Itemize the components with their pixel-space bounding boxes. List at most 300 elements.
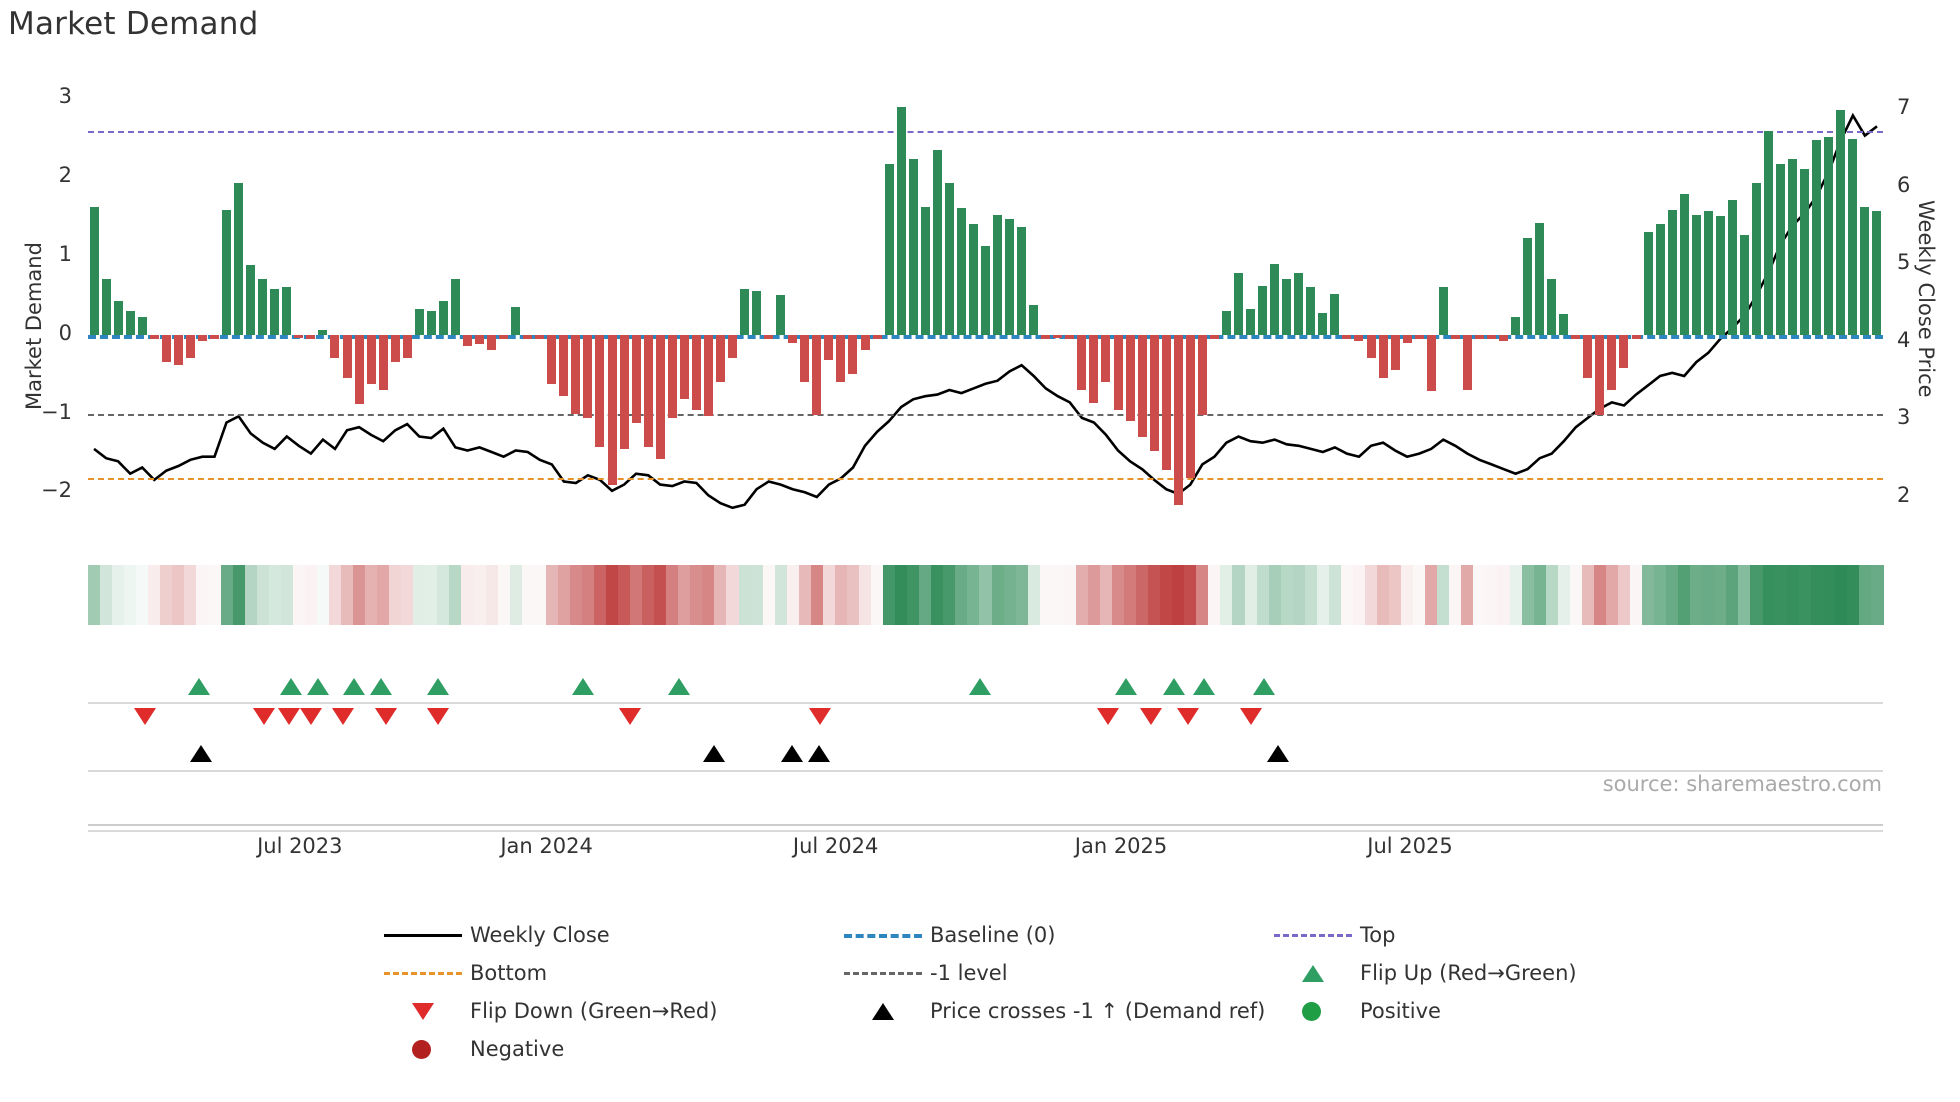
heat-cell <box>208 565 221 625</box>
heat-cell <box>1329 565 1342 625</box>
demand-bar <box>1728 200 1737 334</box>
flip-down-marker <box>809 708 831 725</box>
heat-cell <box>630 565 643 625</box>
demand-bar <box>848 335 857 374</box>
demand-bar <box>993 215 1002 335</box>
heat-cell <box>148 565 161 625</box>
heat-cell <box>1630 565 1643 625</box>
demand-bar <box>355 335 364 404</box>
legend-item[interactable] <box>1270 920 1395 950</box>
heat-cell <box>353 565 366 625</box>
flip-up-marker <box>307 678 329 695</box>
heat-cell <box>907 565 920 625</box>
demand-bar <box>1367 335 1376 359</box>
heat-cell <box>510 565 523 625</box>
demand-bar <box>1234 273 1243 335</box>
heat-cell <box>1811 565 1824 625</box>
demand-bar <box>1162 335 1171 471</box>
demand-bar <box>1246 309 1255 334</box>
demand-bar <box>1186 335 1195 479</box>
heat-cell <box>1317 565 1330 625</box>
reference-line-bottom <box>88 478 1883 480</box>
heat-cell <box>1124 565 1137 625</box>
heat-cell <box>992 565 1005 625</box>
demand-bar <box>499 335 508 339</box>
heat-cell <box>1377 565 1390 625</box>
flip-up-marker <box>370 678 392 695</box>
heat-cell <box>1389 565 1402 625</box>
flip-down-marker <box>332 708 354 725</box>
demand-bar <box>716 335 725 382</box>
legend-glyph-dotted-line <box>380 958 466 988</box>
heat-cell <box>883 565 896 625</box>
heat-cell <box>1064 565 1077 625</box>
demand-bar <box>704 335 713 416</box>
heat-cell <box>943 565 956 625</box>
legend-triangle-down-icon <box>412 1003 434 1020</box>
heat-cell <box>413 565 426 625</box>
demand-bar <box>1258 286 1267 335</box>
demand-bar <box>1451 335 1460 340</box>
heat-cell <box>1666 565 1679 625</box>
legend-item[interactable] <box>840 958 1008 988</box>
legend-item[interactable] <box>380 1034 564 1064</box>
demand-bar <box>873 335 882 339</box>
heat-cell <box>341 565 354 625</box>
heat-cell <box>293 565 306 625</box>
heat-cell <box>1570 565 1583 625</box>
heat-cell <box>233 565 246 625</box>
legend-label: -1 level <box>930 961 1008 985</box>
legend-dotted-line-icon <box>844 972 922 975</box>
demand-bar <box>800 335 809 382</box>
reference-line-top <box>88 131 1883 133</box>
demand-bar <box>246 265 255 334</box>
heat-cell <box>317 565 330 625</box>
y-tick-right: 4 <box>1897 327 1911 352</box>
heat-cell <box>1606 565 1619 625</box>
demand-bar <box>1632 335 1641 340</box>
heat-cell <box>112 565 125 625</box>
heat-cell <box>979 565 992 625</box>
legend-item[interactable] <box>380 920 610 950</box>
y-tick-right: 6 <box>1897 172 1911 197</box>
demand-bar <box>475 335 484 344</box>
heat-cell <box>1208 565 1221 625</box>
heat-cell <box>931 565 944 625</box>
heat-cell <box>1281 565 1294 625</box>
flip-up-marker <box>1163 678 1185 695</box>
y-tick-left: 2 <box>58 162 72 187</box>
x-tick-label: Jul 2023 <box>257 834 343 858</box>
demand-bar <box>1126 335 1135 422</box>
heat-cell <box>1112 565 1125 625</box>
heat-cell <box>1497 565 1510 625</box>
flip-down-marker <box>1240 708 1262 725</box>
marker-row-line <box>88 830 1883 832</box>
legend-dot-icon <box>412 1040 431 1059</box>
demand-bar <box>511 307 520 335</box>
heat-cell <box>1220 565 1233 625</box>
heat-cell <box>739 565 752 625</box>
demand-bar <box>740 289 749 335</box>
heat-cell <box>221 565 234 625</box>
demand-bar <box>1692 215 1701 335</box>
demand-bar <box>728 335 737 359</box>
y-tick-right: 5 <box>1897 250 1911 275</box>
heat-cell <box>1871 565 1884 625</box>
demand-bar <box>150 335 159 339</box>
heat-cell <box>1437 565 1450 625</box>
heat-cell <box>1172 565 1185 625</box>
demand-bar <box>559 335 568 397</box>
demand-bar <box>620 335 629 449</box>
demand-bar <box>547 335 556 384</box>
demand-bar <box>1041 335 1050 339</box>
demand-bar <box>595 335 604 447</box>
demand-bar <box>644 335 653 447</box>
flip-down-marker <box>427 708 449 725</box>
heat-cell <box>449 565 462 625</box>
legend-item[interactable] <box>840 996 1265 1026</box>
heat-cell <box>1184 565 1197 625</box>
x-axis-line <box>88 824 1883 826</box>
heat-cell <box>1341 565 1354 625</box>
demand-bar <box>1499 335 1508 341</box>
heat-cell <box>558 565 571 625</box>
flip-down-marker <box>619 708 641 725</box>
demand-bar <box>1114 335 1123 410</box>
demand-bar <box>632 335 641 423</box>
demand-bar <box>1306 287 1315 334</box>
demand-bar <box>535 335 544 339</box>
legend-item[interactable] <box>380 958 547 988</box>
flip-down-marker <box>253 708 275 725</box>
demand-bar <box>1583 335 1592 378</box>
demand-bar <box>1800 169 1809 335</box>
heat-cell <box>88 565 101 625</box>
demand-bar <box>126 311 135 335</box>
legend-label: Baseline (0) <box>930 923 1056 947</box>
demand-bar <box>1379 335 1388 378</box>
flip-down-marker <box>300 708 322 725</box>
heat-cell <box>184 565 197 625</box>
legend-item[interactable] <box>380 996 717 1026</box>
demand-bar <box>1716 216 1725 334</box>
demand-bar <box>969 224 978 335</box>
legend-glyph-triangle-up <box>1270 958 1356 988</box>
demand-bar <box>1523 238 1532 334</box>
demand-bar <box>824 335 833 360</box>
heat-cell <box>1040 565 1053 625</box>
demand-bar <box>812 335 821 416</box>
heat-cell <box>1763 565 1776 625</box>
heat-cell <box>1510 565 1523 625</box>
heat-cell <box>666 565 679 625</box>
heat-cell <box>775 565 788 625</box>
demand-bar <box>1619 335 1628 368</box>
heat-cell <box>618 565 631 625</box>
flip-up-marker <box>969 678 991 695</box>
demand-bar <box>391 335 400 363</box>
heat-cell <box>1485 565 1498 625</box>
heat-cell <box>534 565 547 625</box>
legend-glyph-dotted-line <box>1270 920 1356 950</box>
legend-dot-icon <box>1302 1002 1321 1021</box>
demand-bar <box>174 335 183 365</box>
heat-cell <box>196 565 209 625</box>
demand-bar <box>608 335 617 485</box>
flip-down-marker <box>375 708 397 725</box>
demand-bar <box>1150 335 1159 452</box>
heat-cell <box>1461 565 1474 625</box>
legend-dashed-line-icon <box>844 934 922 938</box>
heat-cell <box>726 565 739 625</box>
price-cross-marker <box>808 745 830 762</box>
heat-cell <box>1750 565 1763 625</box>
flip-up-marker <box>188 678 210 695</box>
flip-down-marker <box>1140 708 1162 725</box>
demand-bar <box>680 335 689 400</box>
heat-cell <box>1558 565 1571 625</box>
heat-cell <box>1618 565 1631 625</box>
heat-cell <box>160 565 173 625</box>
heat-cell <box>787 565 800 625</box>
demand-heat-strip <box>88 565 1883 625</box>
heat-cell <box>389 565 402 625</box>
demand-bar <box>1403 335 1412 343</box>
demand-bar <box>656 335 665 460</box>
heat-cell <box>1642 565 1655 625</box>
legend-label: Price crosses -1 ↑ (Demand ref) <box>930 999 1266 1023</box>
heat-cell <box>859 565 872 625</box>
demand-bar <box>1089 335 1098 403</box>
demand-bar <box>114 301 123 335</box>
x-tick-label: Jan 2025 <box>1074 834 1168 858</box>
heat-cell <box>1196 565 1209 625</box>
demand-bar <box>764 335 773 339</box>
heat-cell <box>799 565 812 625</box>
flip-up-marker <box>343 678 365 695</box>
demand-bar <box>1571 335 1580 339</box>
demand-bar <box>1752 183 1761 335</box>
x-tick-label: Jan 2024 <box>500 834 593 858</box>
demand-bar <box>186 335 195 359</box>
legend-label: Positive <box>1360 999 1441 1023</box>
heat-cell <box>1522 565 1535 625</box>
heat-cell <box>895 565 908 625</box>
flip-up-marker <box>1115 678 1137 695</box>
demand-bar <box>1439 287 1448 334</box>
heat-cell <box>654 565 667 625</box>
y-tick-right: 2 <box>1897 482 1911 507</box>
demand-bar <box>1210 335 1219 339</box>
heat-cell <box>1100 565 1113 625</box>
heat-cell <box>690 565 703 625</box>
demand-bar <box>752 291 761 334</box>
heat-cell <box>1473 565 1486 625</box>
x-tick-label: Jul 2024 <box>792 834 879 858</box>
demand-bar <box>1644 232 1653 335</box>
price-cross-marker <box>190 745 212 762</box>
flip-down-marker <box>1097 708 1119 725</box>
heat-cell <box>1148 565 1161 625</box>
heat-cell <box>1353 565 1366 625</box>
demand-bar <box>836 335 845 382</box>
demand-bar <box>921 207 930 335</box>
heat-cell <box>1594 565 1607 625</box>
flip-up-marker <box>1253 678 1275 695</box>
demand-bar <box>1354 335 1363 341</box>
demand-bar <box>1065 335 1074 340</box>
heat-cell <box>1052 565 1065 625</box>
legend-glyph-dot <box>380 1034 466 1064</box>
demand-bar <box>1656 224 1665 335</box>
demand-bar <box>1872 211 1881 334</box>
marker-row-line <box>88 702 1883 704</box>
demand-bar <box>861 335 870 351</box>
legend-triangle-up-icon <box>1302 965 1324 982</box>
heat-cell <box>1257 565 1270 625</box>
demand-bar <box>1270 264 1279 335</box>
legend-label: Flip Down (Green→Red) <box>470 999 718 1023</box>
legend-glyph-triangle-up-black <box>840 996 926 1026</box>
heat-cell <box>967 565 980 625</box>
demand-bar <box>1282 279 1291 334</box>
heat-cell <box>498 565 511 625</box>
demand-bar <box>1427 335 1436 392</box>
heat-cell <box>570 565 583 625</box>
demand-bar <box>1077 335 1086 390</box>
heat-cell <box>1678 565 1691 625</box>
heat-cell <box>835 565 848 625</box>
demand-bar <box>1848 139 1857 335</box>
heat-cell <box>1835 565 1848 625</box>
demand-bar <box>1776 164 1785 334</box>
demand-bar <box>138 317 147 334</box>
heat-cell <box>1028 565 1041 625</box>
demand-bar <box>282 287 291 334</box>
heat-cell <box>1160 565 1173 625</box>
demand-bar <box>379 335 388 390</box>
heat-cell <box>474 565 487 625</box>
legend-glyph-dashed-line <box>840 920 926 950</box>
demand-bar <box>1138 335 1147 438</box>
flip-up-marker <box>572 678 594 695</box>
heat-cell <box>1425 565 1438 625</box>
demand-bar <box>270 289 279 335</box>
demand-bar <box>1704 211 1713 334</box>
demand-bar <box>463 335 472 347</box>
source-note: source: sharemaestro.com <box>1602 772 1882 796</box>
y-axis-right-title: Weekly Close Price <box>1914 200 1938 398</box>
heat-cell <box>1726 565 1739 625</box>
demand-bar <box>1342 335 1351 339</box>
heat-cell <box>751 565 764 625</box>
heat-cell <box>1232 565 1245 625</box>
demand-bar <box>439 301 448 334</box>
demand-bar <box>162 335 171 363</box>
demand-bar <box>1391 335 1400 371</box>
heat-cell <box>486 565 499 625</box>
legend-label: Weekly Close <box>470 923 610 947</box>
demand-bar <box>1680 194 1689 334</box>
heat-cell <box>100 565 113 625</box>
demand-bar <box>571 335 580 414</box>
demand-bar <box>222 210 231 335</box>
y-tick-left: 3 <box>58 83 72 108</box>
flip-up-marker <box>668 678 690 695</box>
demand-bar <box>583 335 592 418</box>
demand-bar <box>234 183 243 335</box>
heat-cell <box>1004 565 1017 625</box>
heat-cell <box>437 565 450 625</box>
demand-bar <box>788 335 797 343</box>
demand-bar <box>1824 137 1833 334</box>
demand-bar <box>1330 294 1339 335</box>
legend-dotted-line-icon <box>384 972 462 975</box>
heat-cell <box>365 565 378 625</box>
heat-cell <box>245 565 258 625</box>
heat-cell <box>1859 565 1872 625</box>
legend-label: Negative <box>470 1037 565 1061</box>
heat-cell <box>1136 565 1149 625</box>
heat-cell <box>678 565 691 625</box>
heat-cell <box>1293 565 1306 625</box>
legend-item[interactable] <box>1270 996 1441 1026</box>
heat-cell <box>871 565 884 625</box>
demand-bar <box>415 309 424 334</box>
heat-cell <box>1088 565 1101 625</box>
x-tick-label: Jul 2025 <box>1367 834 1453 858</box>
heat-cell <box>1847 565 1860 625</box>
demand-bar <box>451 279 460 334</box>
demand-bar <box>343 335 352 378</box>
price-cross-marker <box>1267 745 1289 762</box>
legend-item[interactable] <box>840 920 1055 950</box>
demand-bar <box>330 335 339 359</box>
heat-cell <box>1823 565 1836 625</box>
heat-cell <box>1654 565 1667 625</box>
heat-cell <box>1582 565 1595 625</box>
heat-cell <box>281 565 294 625</box>
legend-label: Flip Up (Red→Green) <box>1360 961 1577 985</box>
heat-cell <box>1413 565 1426 625</box>
legend-label: Bottom <box>470 961 548 985</box>
heat-cell <box>329 565 342 625</box>
heat-cell <box>172 565 185 625</box>
demand-bar <box>776 295 785 334</box>
demand-bar <box>1559 314 1568 335</box>
flip-down-marker <box>1177 708 1199 725</box>
demand-bar <box>1535 223 1544 335</box>
y-tick-left: 1 <box>58 241 72 266</box>
demand-bar <box>1198 335 1207 416</box>
demand-bar <box>692 335 701 410</box>
demand-bar <box>210 335 219 339</box>
legend-item[interactable] <box>1270 958 1577 988</box>
demand-bar <box>198 335 207 341</box>
heat-cell <box>1546 565 1559 625</box>
demand-bar <box>1668 210 1677 335</box>
flip-up-marker <box>427 678 449 695</box>
demand-bar <box>897 107 906 334</box>
y-axis-left-title: Market Demand <box>22 242 46 410</box>
flip-up-marker <box>280 678 302 695</box>
heat-cell <box>1787 565 1800 625</box>
flip-down-marker <box>134 708 156 725</box>
demand-bar <box>1174 335 1183 505</box>
